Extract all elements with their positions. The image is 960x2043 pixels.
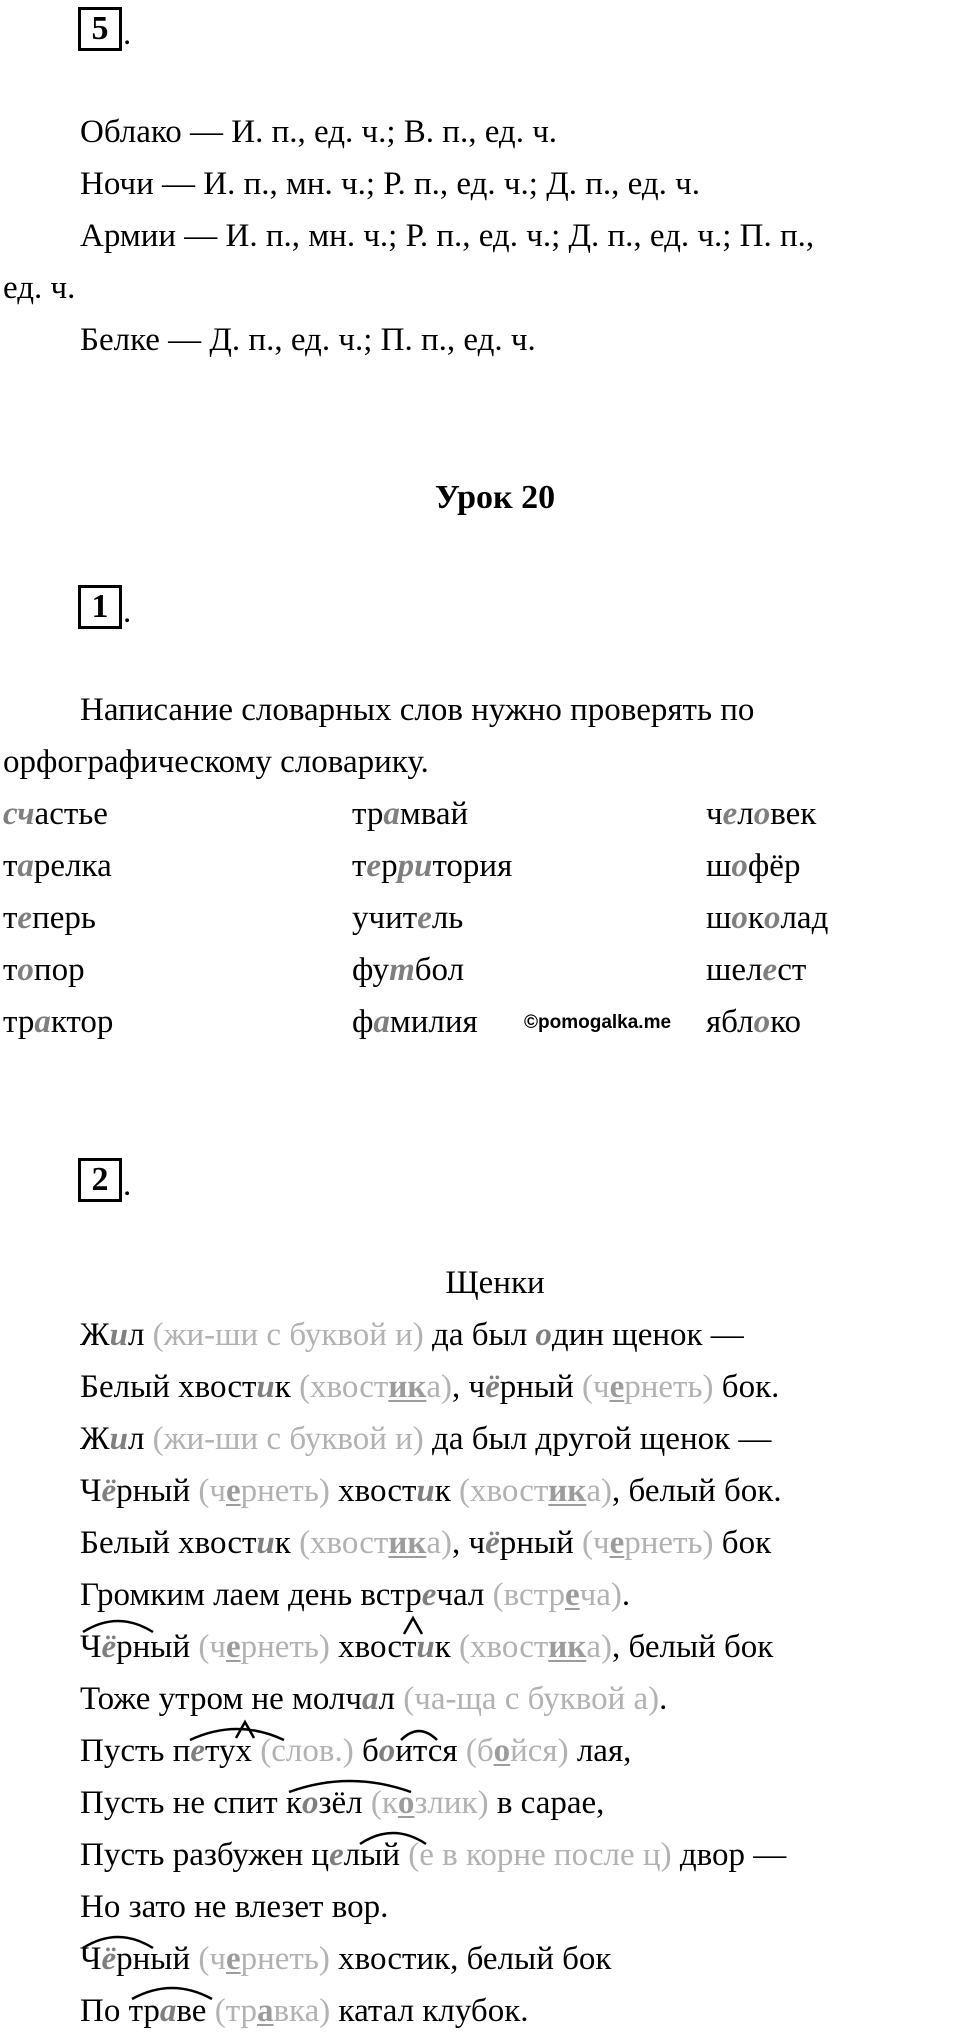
- highlighted-letter: е: [762, 952, 778, 988]
- poem-text-part: к: [274, 1369, 300, 1405]
- word-part: астье: [34, 796, 108, 832]
- word-part: фу: [352, 952, 390, 988]
- word-part: тр: [352, 796, 384, 832]
- poem-line: [80, 1991, 529, 2031]
- poem-line: [80, 1419, 771, 1459]
- word-part: л: [737, 796, 754, 832]
- word-part: милия: [389, 1004, 478, 1040]
- poem-line: [80, 1367, 779, 1407]
- check-hint: (хвост: [459, 1629, 549, 1665]
- highlighted-letter: е: [17, 900, 33, 936]
- poem-text-part: лая,: [568, 1733, 632, 1769]
- poem-text-part: Ж: [80, 1421, 110, 1457]
- vocabulary-word: [706, 846, 800, 886]
- highlighted-letter: е: [421, 1577, 437, 1613]
- highlighted-letter: о: [731, 848, 748, 884]
- check-hint-stressed: ик: [388, 1369, 427, 1405]
- word-part: к: [747, 900, 764, 936]
- word-part: шел: [706, 952, 763, 988]
- answer-line: Белке — Д. п., ед. ч.; П. п., ед. ч.: [80, 322, 536, 358]
- poem-text-part: к: [434, 1629, 460, 1665]
- word-part: ябл: [706, 1004, 754, 1040]
- highlighted-letter: е: [190, 1733, 206, 1769]
- poem-text-part: рный: [499, 1525, 582, 1561]
- word-part: ш: [706, 900, 732, 936]
- check-hint: рнеть): [240, 1629, 330, 1665]
- check-hint: ча): [579, 1577, 622, 1613]
- poem-text-part: .: [621, 1577, 631, 1613]
- poem-text-part: , белый бок: [611, 1629, 774, 1665]
- task-intro-line: орфографическому словарику.: [3, 744, 429, 780]
- check-hint-stressed: е: [225, 1473, 241, 1509]
- check-hint: (слов.): [260, 1733, 354, 1769]
- poem-line: [80, 1523, 771, 1563]
- word-part: ф: [352, 1004, 374, 1040]
- task-number-box: 5: [78, 7, 122, 51]
- check-hint-stressed: а: [257, 1993, 274, 2029]
- vocabulary-word: [352, 794, 468, 834]
- word-part: тр: [3, 1004, 35, 1040]
- poem-text-part: , белый бок.: [611, 1473, 782, 1509]
- highlighted-letter: о: [301, 1785, 319, 1821]
- check-hint: (жи-ши с буквой и): [152, 1317, 424, 1353]
- poem-text-part: рный: [116, 1941, 199, 1977]
- poem-text-part: Тоже утром не молч: [80, 1681, 363, 1717]
- poem-text-part: ится: [395, 1733, 466, 1769]
- highlighted-letter: и: [416, 1473, 435, 1509]
- highlighted-letter: и: [109, 1317, 128, 1353]
- check-hint-stressed: о: [493, 1733, 511, 1769]
- poem-text-part: бок: [713, 1525, 772, 1561]
- lesson-title: Урок 20: [434, 479, 556, 516]
- vocabulary-word: [706, 794, 816, 834]
- answer-line: Ночи — И. п., мн. ч.; Р. п., ед. ч.; Д. п., ед. ч.: [80, 166, 700, 202]
- highlighted-letter: сч: [3, 796, 35, 832]
- poem-text-part: да был другой щенок —: [423, 1421, 772, 1457]
- highlighted-letter: а: [17, 848, 34, 884]
- vocabulary-word: [3, 794, 108, 834]
- check-hint: (встр: [492, 1577, 566, 1613]
- highlighted-letter: е: [722, 796, 738, 832]
- check-hint: (ч: [582, 1525, 610, 1561]
- check-hint: (хвост: [459, 1473, 549, 1509]
- check-hint: (б: [465, 1733, 494, 1769]
- poem-text-part: чал: [436, 1577, 493, 1613]
- word-part: ч: [706, 796, 723, 832]
- check-hint: (ч: [582, 1369, 610, 1405]
- poem-line: [80, 1315, 744, 1355]
- check-hint-stressed: е: [565, 1577, 580, 1613]
- vocabulary-word: [3, 1002, 113, 1042]
- word-part: т: [3, 848, 18, 884]
- check-hint: (ча-ща с буквой а): [403, 1681, 660, 1717]
- poem-text-part: Ч: [80, 1941, 102, 1977]
- check-hint: а): [586, 1629, 612, 1665]
- poem-line: [80, 1783, 604, 1823]
- highlighted-letter: т: [389, 952, 415, 988]
- highlighted-letter: и: [416, 1629, 435, 1665]
- highlighted-letter: е: [366, 848, 382, 884]
- answer-line: Армии — И. п., мн. ч.; Р. п., ед. ч.; Д. п., ед. ч.; П. п.,: [80, 218, 815, 254]
- check-hint: рнеть): [240, 1941, 330, 1977]
- highlighted-letter: ё: [101, 1941, 117, 1977]
- check-hint: (ч: [198, 1941, 226, 1977]
- word-part: ш: [706, 848, 732, 884]
- poem-line: [80, 1939, 611, 1979]
- poem-text-part: б: [353, 1733, 379, 1769]
- check-hint: а): [586, 1473, 612, 1509]
- word-part: ктор: [50, 1004, 114, 1040]
- answer-line: ед. ч.: [3, 270, 76, 306]
- word-part: т: [3, 952, 18, 988]
- highlighted-letter: о: [535, 1317, 552, 1353]
- watermark: ©pomogalka.me: [524, 1012, 672, 1033]
- poem-text-part: Ж: [80, 1317, 110, 1353]
- word-part: т: [3, 900, 18, 936]
- highlighted-letter: ё: [485, 1525, 500, 1561]
- check-hint-stressed: о: [397, 1785, 415, 1821]
- check-hint: а): [426, 1525, 452, 1561]
- answer-line: Облако — И. п., ед. ч.; В. п., ед. ч.: [80, 114, 558, 150]
- poem-text-part: Белый хвост: [80, 1369, 257, 1405]
- word-part: тория: [432, 848, 513, 884]
- poem-text-part: тух: [205, 1733, 261, 1769]
- word-part: ко: [770, 1004, 801, 1040]
- poem-text-part: бок.: [713, 1369, 780, 1405]
- poem-title: Щенки: [445, 1265, 545, 1301]
- word-part: век: [770, 796, 817, 832]
- highlighted-letter: ё: [485, 1369, 500, 1405]
- poem-text-part: двор —: [671, 1837, 787, 1873]
- task-number-dot: .: [123, 16, 132, 52]
- vocabulary-word: [352, 846, 512, 886]
- word-part: мвай: [399, 796, 469, 832]
- poem-line: [80, 1887, 388, 1927]
- word-part: т: [352, 848, 367, 884]
- poem-text-part: рный: [499, 1369, 582, 1405]
- check-hint-stressed: ик: [548, 1629, 587, 1665]
- word-part: ст: [777, 952, 807, 988]
- check-hint: (к: [370, 1785, 398, 1821]
- poem-text-part: , ч: [451, 1525, 486, 1561]
- check-hint: (тр: [214, 1993, 258, 2029]
- check-hint: (е в корне после ц): [408, 1837, 672, 1873]
- poem-text-part: хвостик, белый бок: [329, 1941, 612, 1977]
- poem-text-part: катал клубок.: [330, 1993, 529, 2029]
- highlighted-letter: о: [763, 900, 781, 936]
- poem-text-part: л: [127, 1421, 153, 1457]
- poem-text-part: зёл: [318, 1785, 371, 1821]
- poem-text-part: .: [659, 1681, 668, 1717]
- vocabulary-word: [706, 950, 806, 990]
- check-hint-stressed: ик: [548, 1473, 587, 1509]
- check-hint: а): [426, 1369, 452, 1405]
- vocabulary-word: [3, 846, 112, 886]
- poem-line: [80, 1731, 631, 1771]
- vocabulary-word: [706, 1002, 801, 1042]
- highlighted-letter: и: [256, 1525, 275, 1561]
- check-hint: рнеть): [624, 1525, 714, 1561]
- check-hint: (хвост: [299, 1525, 389, 1561]
- vocabulary-word: [3, 950, 85, 990]
- task-number-dot: .: [123, 594, 132, 630]
- poem-text-part: Но зато не влезет вор.: [80, 1889, 389, 1925]
- poem-text-part: да был: [423, 1317, 536, 1353]
- check-hint: йся): [510, 1733, 569, 1769]
- vocabulary-word: [352, 898, 463, 938]
- poem-text-part: дин щенок —: [551, 1317, 744, 1353]
- check-hint: (хвост: [299, 1369, 389, 1405]
- check-hint-stressed: е: [609, 1525, 625, 1561]
- poem-text-part: рный: [116, 1629, 199, 1665]
- check-hint: (жи-ши с буквой и): [152, 1421, 424, 1457]
- highlighted-letter: а: [34, 1004, 51, 1040]
- poem-text-part: ве: [176, 1993, 215, 2029]
- highlighted-letter: ё: [101, 1629, 117, 1665]
- poem-text-part: Ч: [80, 1473, 102, 1509]
- task-intro-line: Написание словарных слов нужно проверять по: [80, 692, 755, 728]
- word-part: бол: [414, 952, 465, 988]
- vocabulary-word: [352, 1002, 478, 1042]
- poem-line: [80, 1471, 782, 1511]
- vocabulary-word: [352, 950, 464, 990]
- highlighted-letter: о: [753, 796, 771, 832]
- poem-text-part: хвост: [329, 1629, 417, 1665]
- highlighted-letter: а: [159, 1993, 177, 2029]
- highlighted-letter: и: [256, 1369, 275, 1405]
- check-hint-stressed: е: [225, 1629, 241, 1665]
- check-hint: рнеть): [624, 1369, 714, 1405]
- check-hint: вка): [273, 1993, 331, 2029]
- check-hint-stressed: е: [225, 1941, 241, 1977]
- word-part: перь: [32, 900, 96, 936]
- poem-text-part: лый: [343, 1837, 409, 1873]
- highlighted-letter: а: [362, 1681, 379, 1717]
- poem-text-part: , ч: [451, 1369, 486, 1405]
- word-part: пор: [33, 952, 85, 988]
- task-number-box: 1: [78, 585, 122, 629]
- poem-text-part: л: [127, 1317, 153, 1353]
- highlighted-letter: е: [329, 1837, 344, 1873]
- word-part: ль: [431, 900, 464, 936]
- highlighted-letter: о: [378, 1733, 396, 1769]
- poem-text-part: Пусть не спит к: [80, 1785, 302, 1821]
- check-hint: (ч: [198, 1629, 226, 1665]
- check-hint-stressed: ик: [388, 1525, 427, 1561]
- highlighted-letter: ри: [397, 848, 433, 884]
- poem-text-part: Белый хвост: [80, 1525, 257, 1561]
- word-part: учит: [352, 900, 418, 936]
- poem-text-part: По тр: [80, 1993, 160, 2029]
- poem-line: [80, 1835, 786, 1875]
- poem-text-part: к: [274, 1525, 300, 1561]
- vocabulary-word: [3, 898, 96, 938]
- check-hint-stressed: е: [609, 1369, 625, 1405]
- task-number-box: 2: [78, 1158, 122, 1202]
- poem-text-part: Ч: [80, 1629, 102, 1665]
- poem-line: [80, 1627, 773, 1667]
- task-number-dot: .: [123, 1167, 132, 1203]
- highlighted-letter: е: [417, 900, 432, 936]
- poem-text-part: в сарае,: [488, 1785, 605, 1821]
- poem-text-part: к: [434, 1473, 460, 1509]
- highlighted-letter: о: [731, 900, 748, 936]
- vocabulary-word: [706, 898, 828, 938]
- check-hint: (ч: [198, 1473, 226, 1509]
- highlighted-letter: ё: [101, 1473, 117, 1509]
- word-part: р: [381, 848, 398, 884]
- poem-text-part: рный: [116, 1473, 199, 1509]
- highlighted-letter: о: [753, 1004, 771, 1040]
- highlighted-letter: а: [373, 1004, 390, 1040]
- poem-text-part: хвост: [329, 1473, 417, 1509]
- poem-text-part: Пусть разбужен ц: [80, 1837, 330, 1873]
- highlighted-letter: и: [109, 1421, 128, 1457]
- poem-text-part: л: [378, 1681, 404, 1717]
- word-part: фёр: [747, 848, 801, 884]
- poem-text-part: Громким лаем день встр: [80, 1577, 422, 1613]
- highlighted-letter: а: [383, 796, 400, 832]
- poem-line: [80, 1679, 667, 1719]
- check-hint: рнеть): [240, 1473, 330, 1509]
- poem-text-part: Пусть п: [80, 1733, 191, 1769]
- check-hint: злик): [414, 1785, 489, 1821]
- poem-line: [80, 1575, 630, 1615]
- highlighted-letter: о: [17, 952, 34, 988]
- word-part: лад: [780, 900, 829, 936]
- word-part: релка: [33, 848, 112, 884]
